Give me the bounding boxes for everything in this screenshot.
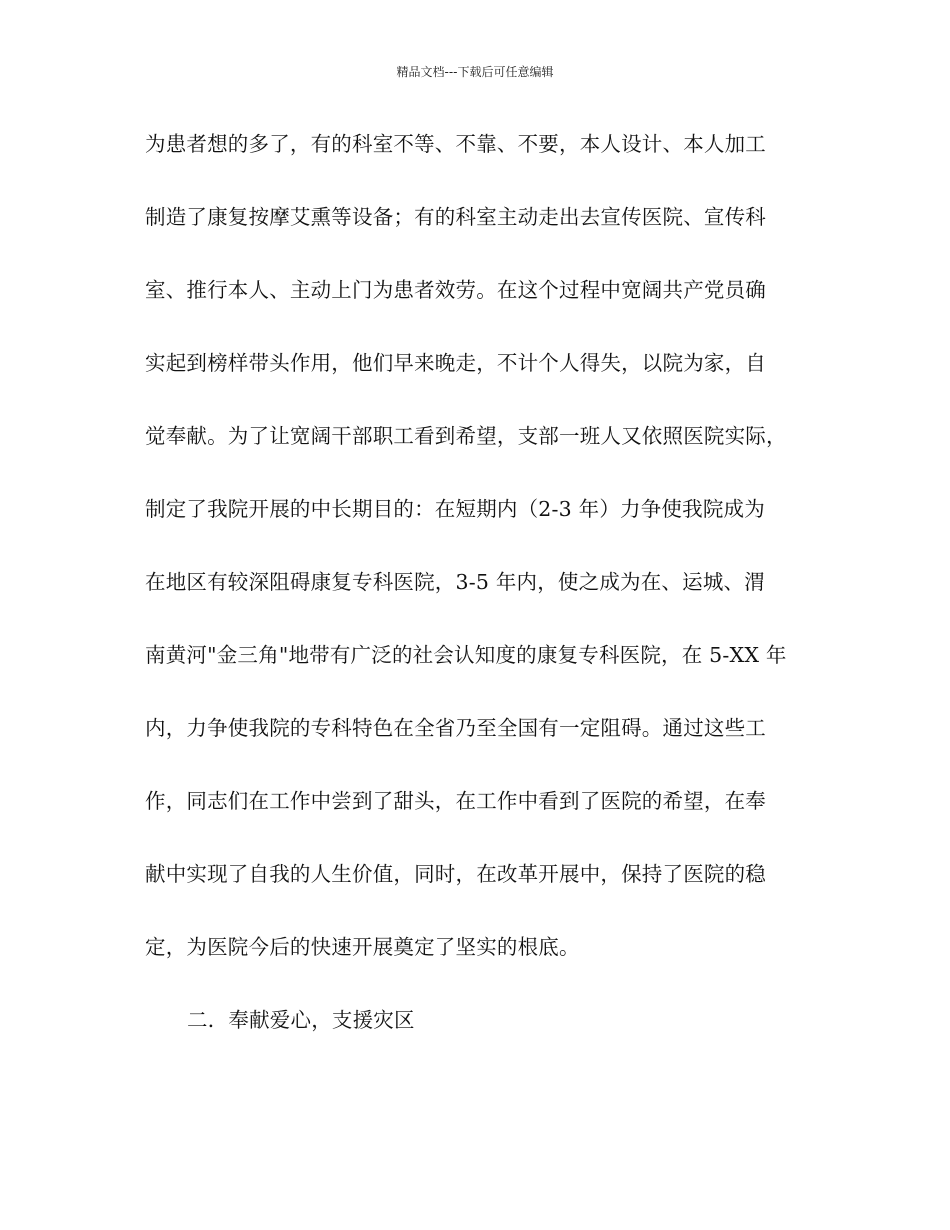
paragraph-line: 献中实现了自我的人生价值，同时，在改革开展中，保持了医院的稳 [145, 862, 766, 886]
paragraph-line: 为患者想的多了，有的科室不等、不靠、不要，本人设计、本人加工 [145, 132, 766, 156]
paragraph-line: 实起到榜样带头作用，他们早来晚走，不计个人得失，以院为家，自 [145, 351, 766, 375]
section-heading: 二．奉献爱心，支援灾区 [187, 1008, 415, 1032]
paragraph-line: 制定了我院开展的中长期目的：在短期内（2-3 年）力争使我院成为 [145, 497, 765, 521]
paragraph-line: 南黄河"金三角"地带有广泛的社会认知度的康复专科医院，在 5-XX 年 [145, 643, 787, 667]
paragraph-line: 觉奉献。为了让宽阔干部职工看到希望，支部一班人又依照医院实际， [145, 424, 787, 448]
body-text [145, 124, 815, 1073]
paragraph-line: 定，为医院今后的快速开展奠定了坚实的根底。 [145, 935, 580, 959]
page-header: 精品文档---下载后可任意编辑 [396, 65, 554, 79]
paragraph-line: 作，同志们在工作中尝到了甜头，在工作中看到了医院的希望，在奉 [145, 789, 766, 813]
paragraph-line: 室、推行本人、主动上门为患者效劳。在这个过程中宽阔共产党员确 [145, 278, 766, 302]
paragraph-line: 内，力争使我院的专科特色在全省乃至全国有一定阻碍。通过这些工 [145, 716, 766, 740]
paragraph-line: 在地区有较深阻碍康复专科医院，3-5 年内，使之成为在、运城、渭 [145, 570, 765, 594]
paragraph-line: 制造了康复按摩艾熏等设备；有的科室主动走出去宣传医院、宣传科 [145, 205, 766, 229]
